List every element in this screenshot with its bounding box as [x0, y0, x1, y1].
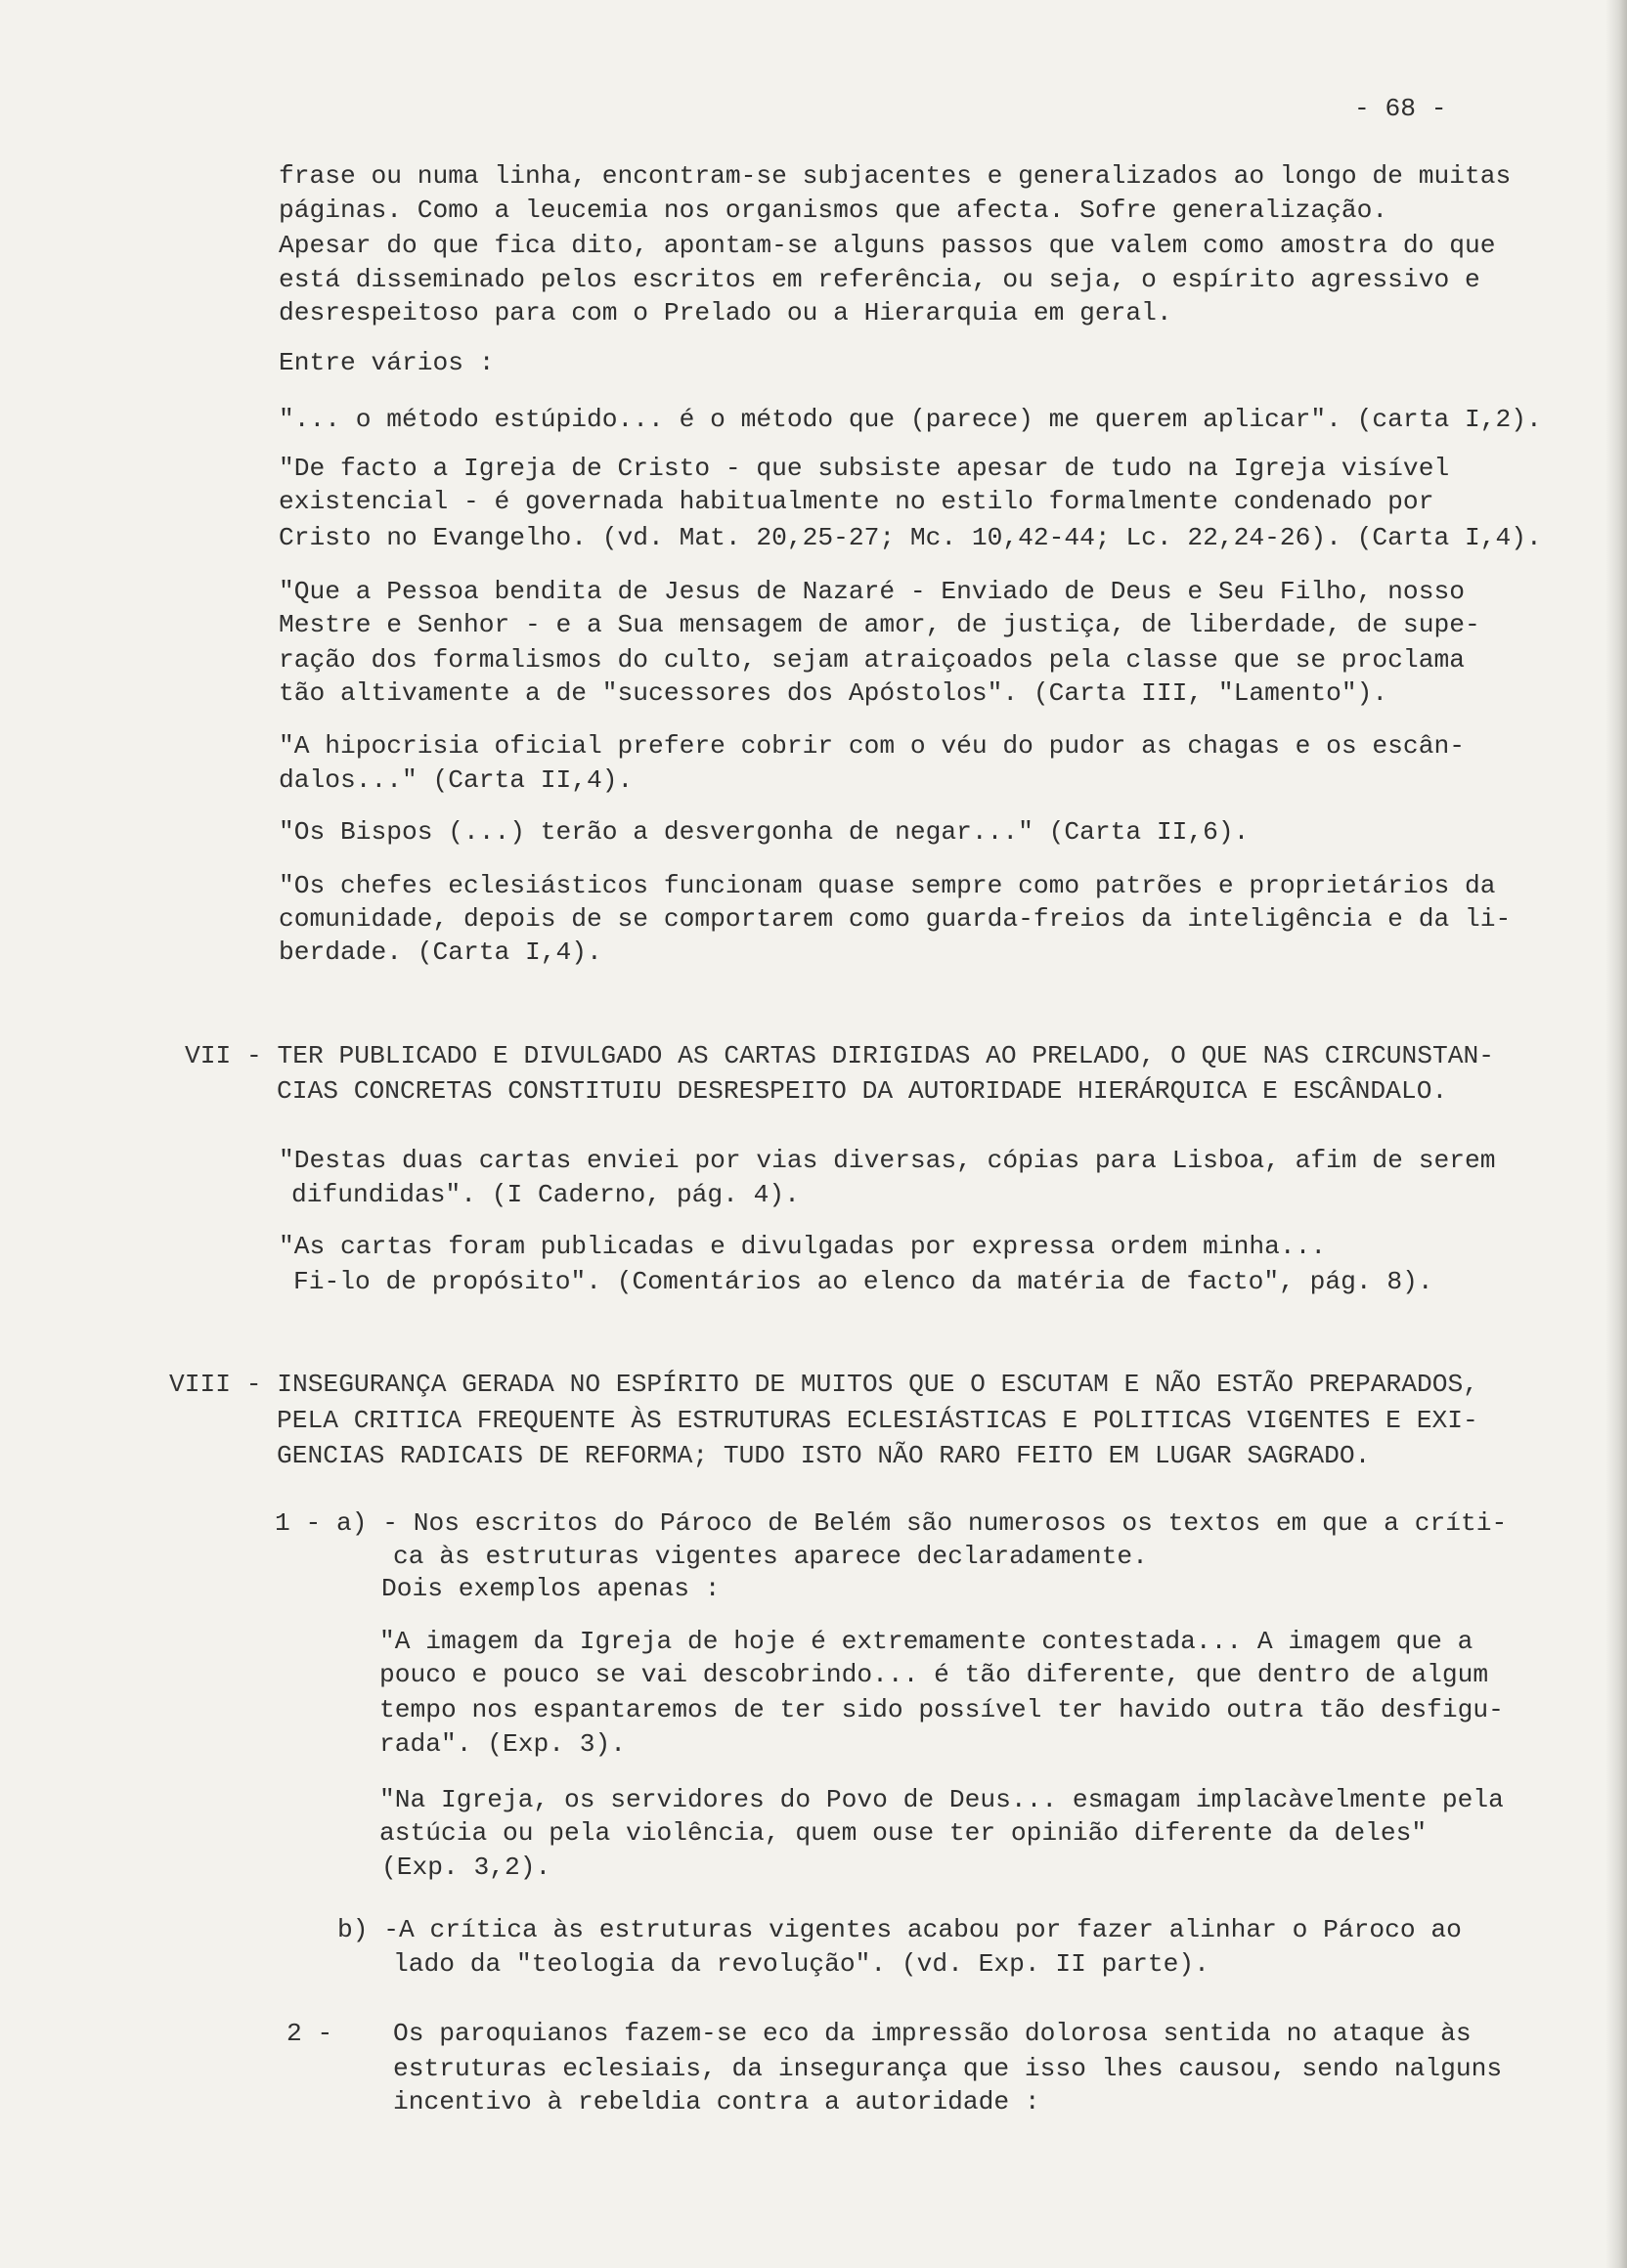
intro-line: está disseminado pelos escritos em referência, ou seja, o espírito agressivo e — [279, 265, 1480, 294]
quote-line: "As cartas foram publicadas e divulgadas por expressa ordem minha... — [279, 1232, 1327, 1261]
quote-line: "A hipocrisia oficial prefere cobrir com o véu do pudor as chagas e os escân- — [279, 731, 1465, 761]
quote-line: tão altivamente a de "sucessores dos Apóstolos". (Carta III, "Lamento"). — [279, 678, 1388, 708]
item-1b-line: b) -A crítica às estruturas vigentes acabou por fazer alinhar o Pároco ao — [337, 1915, 1462, 1944]
item-2-line: estruturas eclesiais, da insegurança que isso lhes causou, sendo nalguns — [393, 2054, 1503, 2083]
quote-line: Mestre e Senhor - e a Sua mensagem de amor, de justiça, de liberdade, de supe- — [279, 610, 1480, 639]
quote-line: astúcia ou pela violência, quem ouse ter opinião diferente da deles" — [379, 1818, 1428, 1848]
intro-line: frase ou numa linha, encontram-se subjacentes e generalizados ao longo de muitas — [279, 161, 1512, 191]
item-1a-intro: Dois exemplos apenas : — [381, 1574, 721, 1603]
quote-line: ração dos formalismos do culto, sejam atraiçoados pela classe que se proclama — [279, 645, 1465, 675]
quote-line: berdade. (Carta I,4). — [279, 938, 602, 967]
section-heading-line: VII - TER PUBLICADO E DIVULGADO AS CARTAS DIRIGIDAS AO PRELADO, O QUE NAS CIRCUNSTAN- — [185, 1041, 1494, 1070]
quote-line: "Os chefes eclesiásticos funcionam quase sempre como patrões e proprietários da — [279, 871, 1496, 900]
quote-line: "De facto a Igreja de Cristo - que subsiste apesar de tudo na Igreja visível — [279, 454, 1450, 483]
quote-line: rada". (Exp. 3). — [379, 1729, 627, 1759]
quote-line: pouco e pouco se vai descobrindo... é tão diferente, que dentro de algum — [379, 1660, 1489, 1689]
quote-line: comunidade, depois de se comportarem como guarda-freios da inteligência e da li- — [279, 904, 1512, 934]
quote-line: Fi-lo de propósito". (Comentários ao elenco da matéria de facto", pág. 8). — [293, 1267, 1433, 1296]
quote-line: "Na Igreja, os servidores do Povo de Deus... esmagam implacàvelmente pela — [379, 1785, 1504, 1814]
page-edge-shadow — [1605, 0, 1627, 2268]
section-heading-line: PELA CRITICA FREQUENTE ÀS ESTRUTURAS ECLESIÁSTICAS E POLITICAS VIGENTES E EXI- — [277, 1406, 1478, 1435]
quote-line: tempo nos espantaremos de ter sido possível ter havido outra tão desfigu- — [379, 1695, 1504, 1724]
intro-line: desrespeitoso para com o Prelado ou a Hierarquia em geral. — [279, 298, 1172, 327]
item-2-line: incentivo à rebeldia contra a autoridade : — [393, 2087, 1040, 2116]
quote-line: "Que a Pessoa bendita de Jesus de Nazaré - Enviado de Deus e Seu Filho, nosso — [279, 577, 1465, 606]
quote-line: "A imagem da Igreja de hoje é extremamente contestada... A imagem que a — [379, 1627, 1473, 1656]
quote-line: "Os Bispos (...) terão a desvergonha de negar..." (Carta II,6). — [279, 817, 1250, 847]
examples-label: Entre vários : — [279, 348, 495, 377]
item-1a-line: ca às estruturas vigentes aparece declaradamente. — [393, 1542, 1148, 1571]
item-2-line: Os paroquianos fazem-se eco da impressão dolorosa sentida no ataque às — [393, 2019, 1472, 2048]
quote-line: Cristo no Evangelho. (vd. Mat. 20,25-27; Mc. 10,42-44; Lc. 22,24-26). (Carta I,4). — [279, 523, 1542, 552]
quote-line: existencial - é governada habitualmente no estilo formalmente condenado por — [279, 487, 1434, 516]
section-heading-line: CIAS CONCRETAS CONSTITUIU DESRESPEITO DA AUTORIDADE HIERÁRQUICA E ESCÂNDALO. — [277, 1076, 1448, 1106]
item-1b-line: lado da "teologia da revolução". (vd. Exp. II parte). — [393, 1949, 1209, 1979]
quote-line: dalos..." (Carta II,4). — [279, 765, 634, 795]
quote-line: difundidas". (I Caderno, pág. 4). — [291, 1180, 800, 1209]
quote-line: "Destas duas cartas enviei por vias diversas, cópias para Lisboa, afim de serem — [279, 1146, 1496, 1175]
quote-line: "... o método estúpido... é o método que (parece) me querem aplicar". (carta I,2). — [279, 405, 1542, 434]
page-number: - 68 - — [1354, 94, 1447, 123]
quote-line: (Exp. 3,2). — [381, 1853, 551, 1882]
item-1a-line: 1 - a) - Nos escritos do Pároco de Belém são numerosos os textos em que a críti- — [275, 1508, 1508, 1538]
intro-line: Apesar do que fica dito, apontam-se alguns passos que valem como amostra do que — [279, 231, 1496, 260]
intro-line: páginas. Como a leucemia nos organismos que afecta. Sofre generalização. — [279, 196, 1388, 225]
section-heading-line: GENCIAS RADICAIS DE REFORMA; TUDO ISTO NÃO RARO FEITO EM LUGAR SAGRADO. — [277, 1441, 1371, 1470]
section-heading-line: VIII - INSEGURANÇA GERADA NO ESPÍRITO DE MUITOS QUE O ESCUTAM E NÃO ESTÃO PREPARADOS, — [169, 1370, 1478, 1399]
item-2-number: 2 - — [286, 2019, 333, 2048]
